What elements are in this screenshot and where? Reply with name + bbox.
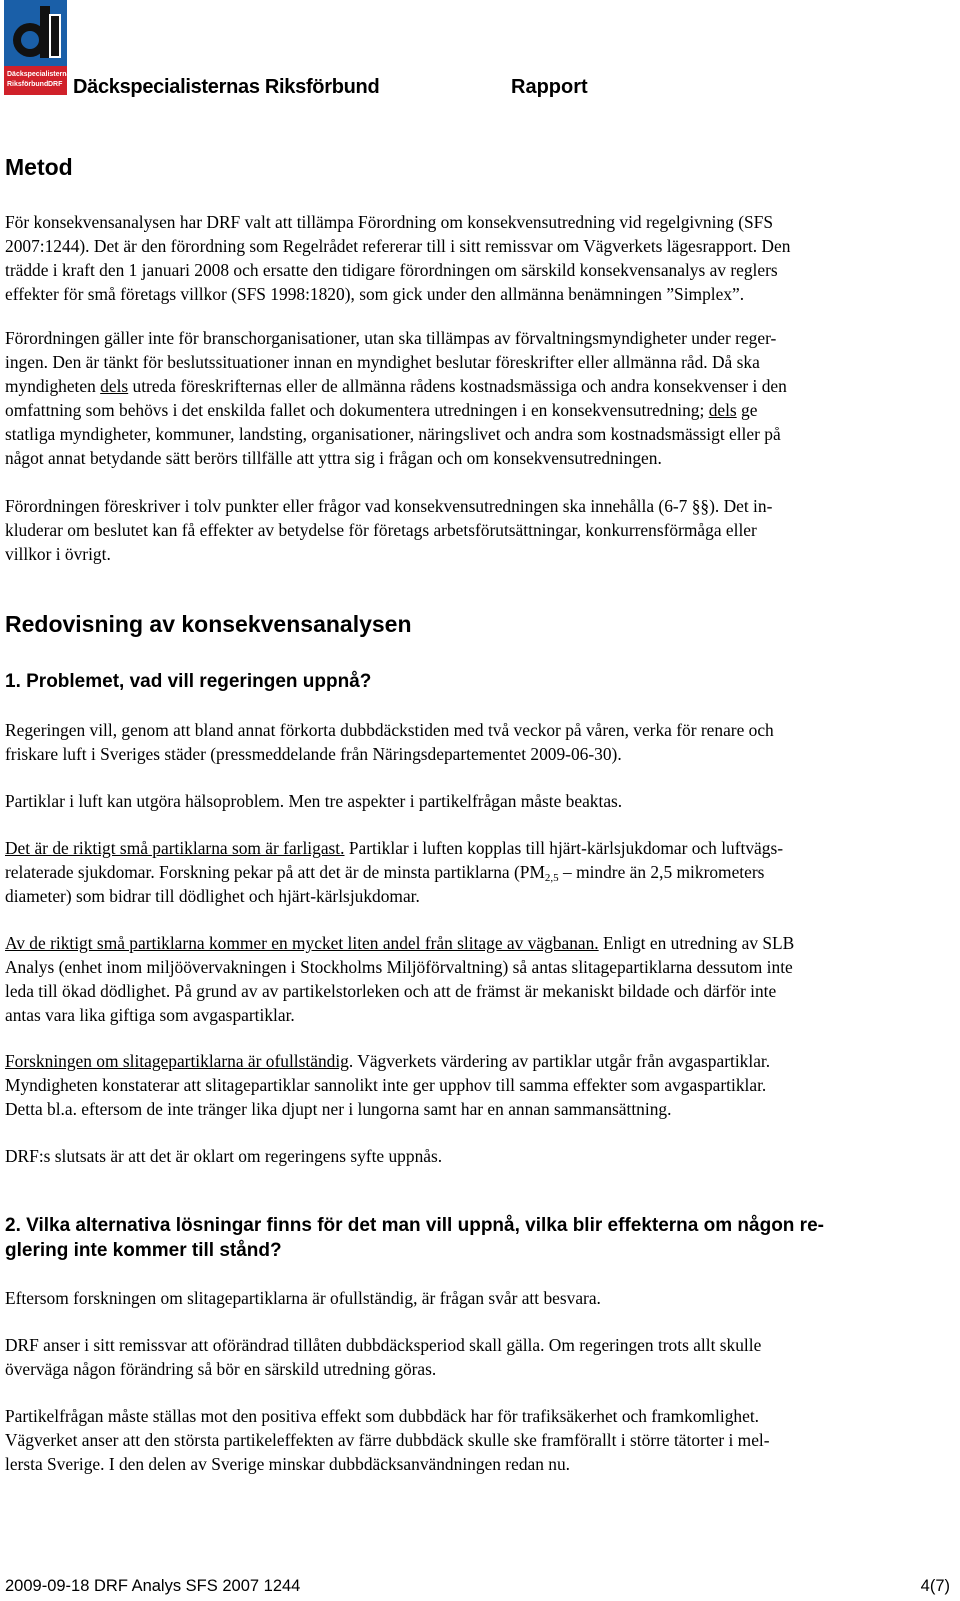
text-line: lersta Sverige. I den delen av Sverige minskar dubbdäcksanvändningen redan nu.: [5, 1454, 571, 1474]
paragraph-q1-5: [5, 1049, 953, 1121]
underlined-text: Det är de riktigt små partiklarna som är farligast.: [5, 838, 345, 858]
text-line: Forskningen om slitagepartiklarna är ofullständig. Vägverkets värdering av partiklar utgår från avgaspartiklar.: [5, 1051, 771, 1071]
logo-text-line2: Riksförbund: [7, 81, 49, 88]
paragraph-q2-2: [5, 1333, 953, 1381]
text-line: Regeringen vill, genom att bland annat förkorta dubbdäckstiden med två veckor på våren, verka för renare och: [5, 720, 774, 740]
text-line: Eftersom forskningen om slitagepartiklarna är ofullständig, är frågan svår att besvara.: [5, 1288, 601, 1308]
paragraph-q1-6: [5, 1144, 953, 1168]
heading-question-2: [5, 1213, 824, 1263]
text-line: leda till ökad dödlighet. På grund av av partikelstorleken och att de främst är mekaniskt bildade och därför inte: [5, 981, 777, 1001]
text-line: effekter för små företags villkor (SFS 1998:1820), som gick under den allmänna benämningen ”Simplex”.: [5, 284, 745, 304]
underlined-text: dels: [708, 400, 737, 420]
text-line: relaterade sjukdomar. Forskning pekar på att det är de minsta partiklarna ($PM_{2,5}$ – mindre än 2,5 mikrometers: [5, 862, 765, 884]
text-line: kluderar om beslutet kan få effekter av betydelse för företags arbetsförutsättningar, konkurrensförmåga eller: [5, 520, 757, 540]
footer-page-number: 4(7): [920, 1577, 950, 1595]
logo-text-line1: Däckspecialisternas: [7, 71, 75, 78]
paragraph-q2-3: [5, 1404, 953, 1476]
paragraph-q1-1: [5, 718, 953, 766]
underlined-text: Forskningen om slitagepartiklarna är ofullständig: [5, 1051, 349, 1071]
text-line: Analys (enhet inom miljöövervakningen i Stockholms Miljöförvaltning) så antas slitagepartiklarna dessutom inte: [5, 957, 793, 977]
heading-line: 2. Vilka alternativa lösningar finns för det man vill uppnå, vilka blir effekterna om någon re-: [5, 1215, 824, 1236]
paragraph-q1-4: [5, 931, 953, 1027]
drf-logo: [4, 0, 75, 95]
text-line: Det är de riktigt små partiklarna som är farligast. Partiklar i luften kopplas till hjärt-kärlsjukdomar och luftvägs-: [5, 838, 784, 858]
underlined-text: dels: [100, 376, 129, 396]
paragraph-q1-3: [5, 836, 953, 908]
paragraph-metod-3: [5, 494, 953, 566]
paragraph-metod-1: [5, 210, 953, 306]
text-line: Partikelfrågan måste ställas mot den positiva effekt som dubbdäck har för trafiksäkerhet och framkomlighet.: [5, 1406, 760, 1426]
text-line: 2007:1244). Det är den förordning som Regelrådet refererar till i sitt remissvar om Vägverkets lägesrapport. Den: [5, 236, 791, 256]
text-line: DRF:s slutsats är att det är oklart om regeringens syfte uppnås.: [5, 1146, 443, 1166]
heading-redovisning: Redovisning av konsekvensanalysen: [5, 611, 412, 637]
paragraph-q1-2: [5, 789, 953, 813]
text-line: diameter) som bidrar till dödlighet och hjärt-kärlsjukdomar.: [5, 886, 420, 906]
text-line: För konsekvensanalysen har DRF valt att tillämpa Förordning om konsekvensutredning vid regelgivning (SFS: [5, 212, 773, 232]
heading-question-1: 1. Problemet, vad vill regeringen uppnå?: [5, 671, 372, 692]
text-line: något annat betydande sätt berörs tillfälle att yttra sig i frågan och om konsekvensutredningen.: [5, 448, 662, 468]
logo-text-abbr: DRF: [48, 81, 63, 88]
text-line: DRF anser i sitt remissvar att oförändrad tillåten dubbdäcksperiod skall gälla. Om regeringen trots allt skulle: [5, 1335, 762, 1355]
text-line: Av de riktigt små partiklarna kommer en mycket liten andel från slitage av vägbanan. Enligt en utredning av SLB: [5, 933, 795, 953]
text-line: Förordningen föreskriver i tolv punkter eller frågor vad konsekvensutredningen ska innehålla (6-7 §§). Det in-: [5, 496, 773, 516]
document-type: Rapport: [511, 76, 588, 98]
text-line: Detta bl.a. eftersom de inte tränger lika djupt ner i lungorna samt har en annan sammansättning.: [5, 1099, 672, 1119]
text-line: Myndigheten konstaterar att slitagepartiklar sannolikt inte ger upphov till samma effekter som avgaspartiklar.: [5, 1075, 767, 1095]
underlined-text: Av de riktigt små partiklarna kommer en mycket liten andel från slitage av vägbanan.: [5, 933, 599, 953]
text-line: Partiklar i luft kan utgöra hälsoproblem. Men tre aspekter i partikelfrågan måste beaktas.: [5, 791, 623, 811]
heading-line: glering inte kommer till stånd?: [5, 1240, 282, 1261]
text-line: överväga någon förändring så bör en särskild utredning göras.: [5, 1359, 437, 1379]
text-line: myndigheten dels utreda föreskrifternas eller de allmänna rådens kostnadsmässiga och andra konsekvenser i den: [5, 376, 787, 396]
text-line: villkor i övrigt.: [5, 544, 111, 564]
subscript: 2,5: [544, 872, 559, 884]
paragraph-metod-2: [5, 326, 953, 470]
text-line: Vägverket anser att den största partikeleffekten av färre dubbdäck skulle ske framförallt i större tätorter i mel-: [5, 1430, 770, 1450]
text-line: Förordningen gäller inte för branschorganisationer, utan ska tillämpas av förvaltningsmyndigheter under reger-: [5, 328, 777, 348]
text-line: friskare luft i Sveriges städer (pressmeddelande från Näringsdepartementet 2009-06-30).: [5, 744, 622, 764]
footer-document-id: 2009-09-18 DRF Analys SFS 2007 1244: [5, 1577, 301, 1595]
text-line: antas vara lika giftiga som avgaspartiklar.: [5, 1005, 295, 1025]
text-line: trädde i kraft den 1 januari 2008 och ersatte den tidigare förordningen om särskild konsekvensanalys av reglers: [5, 260, 778, 280]
organization-name: Däckspecialisternas Riksförbund: [73, 76, 380, 98]
heading-metod: Metod: [5, 154, 73, 180]
text-line: ingen. Den är tänkt för beslutssituationer innan en myndighet beslutar föreskrifter eller allmänna råd. Då ska: [5, 352, 760, 372]
paragraph-q2-1: [5, 1286, 953, 1310]
text-line: statliga myndigheter, kommuner, landsting, organisationer, näringslivet och andra som kostnadsmässigt eller på: [5, 424, 781, 444]
text-line: omfattning som behövs i det enskilda fallet och dokumentera utredningen i en konsekvensutredning; dels ge: [5, 400, 758, 420]
